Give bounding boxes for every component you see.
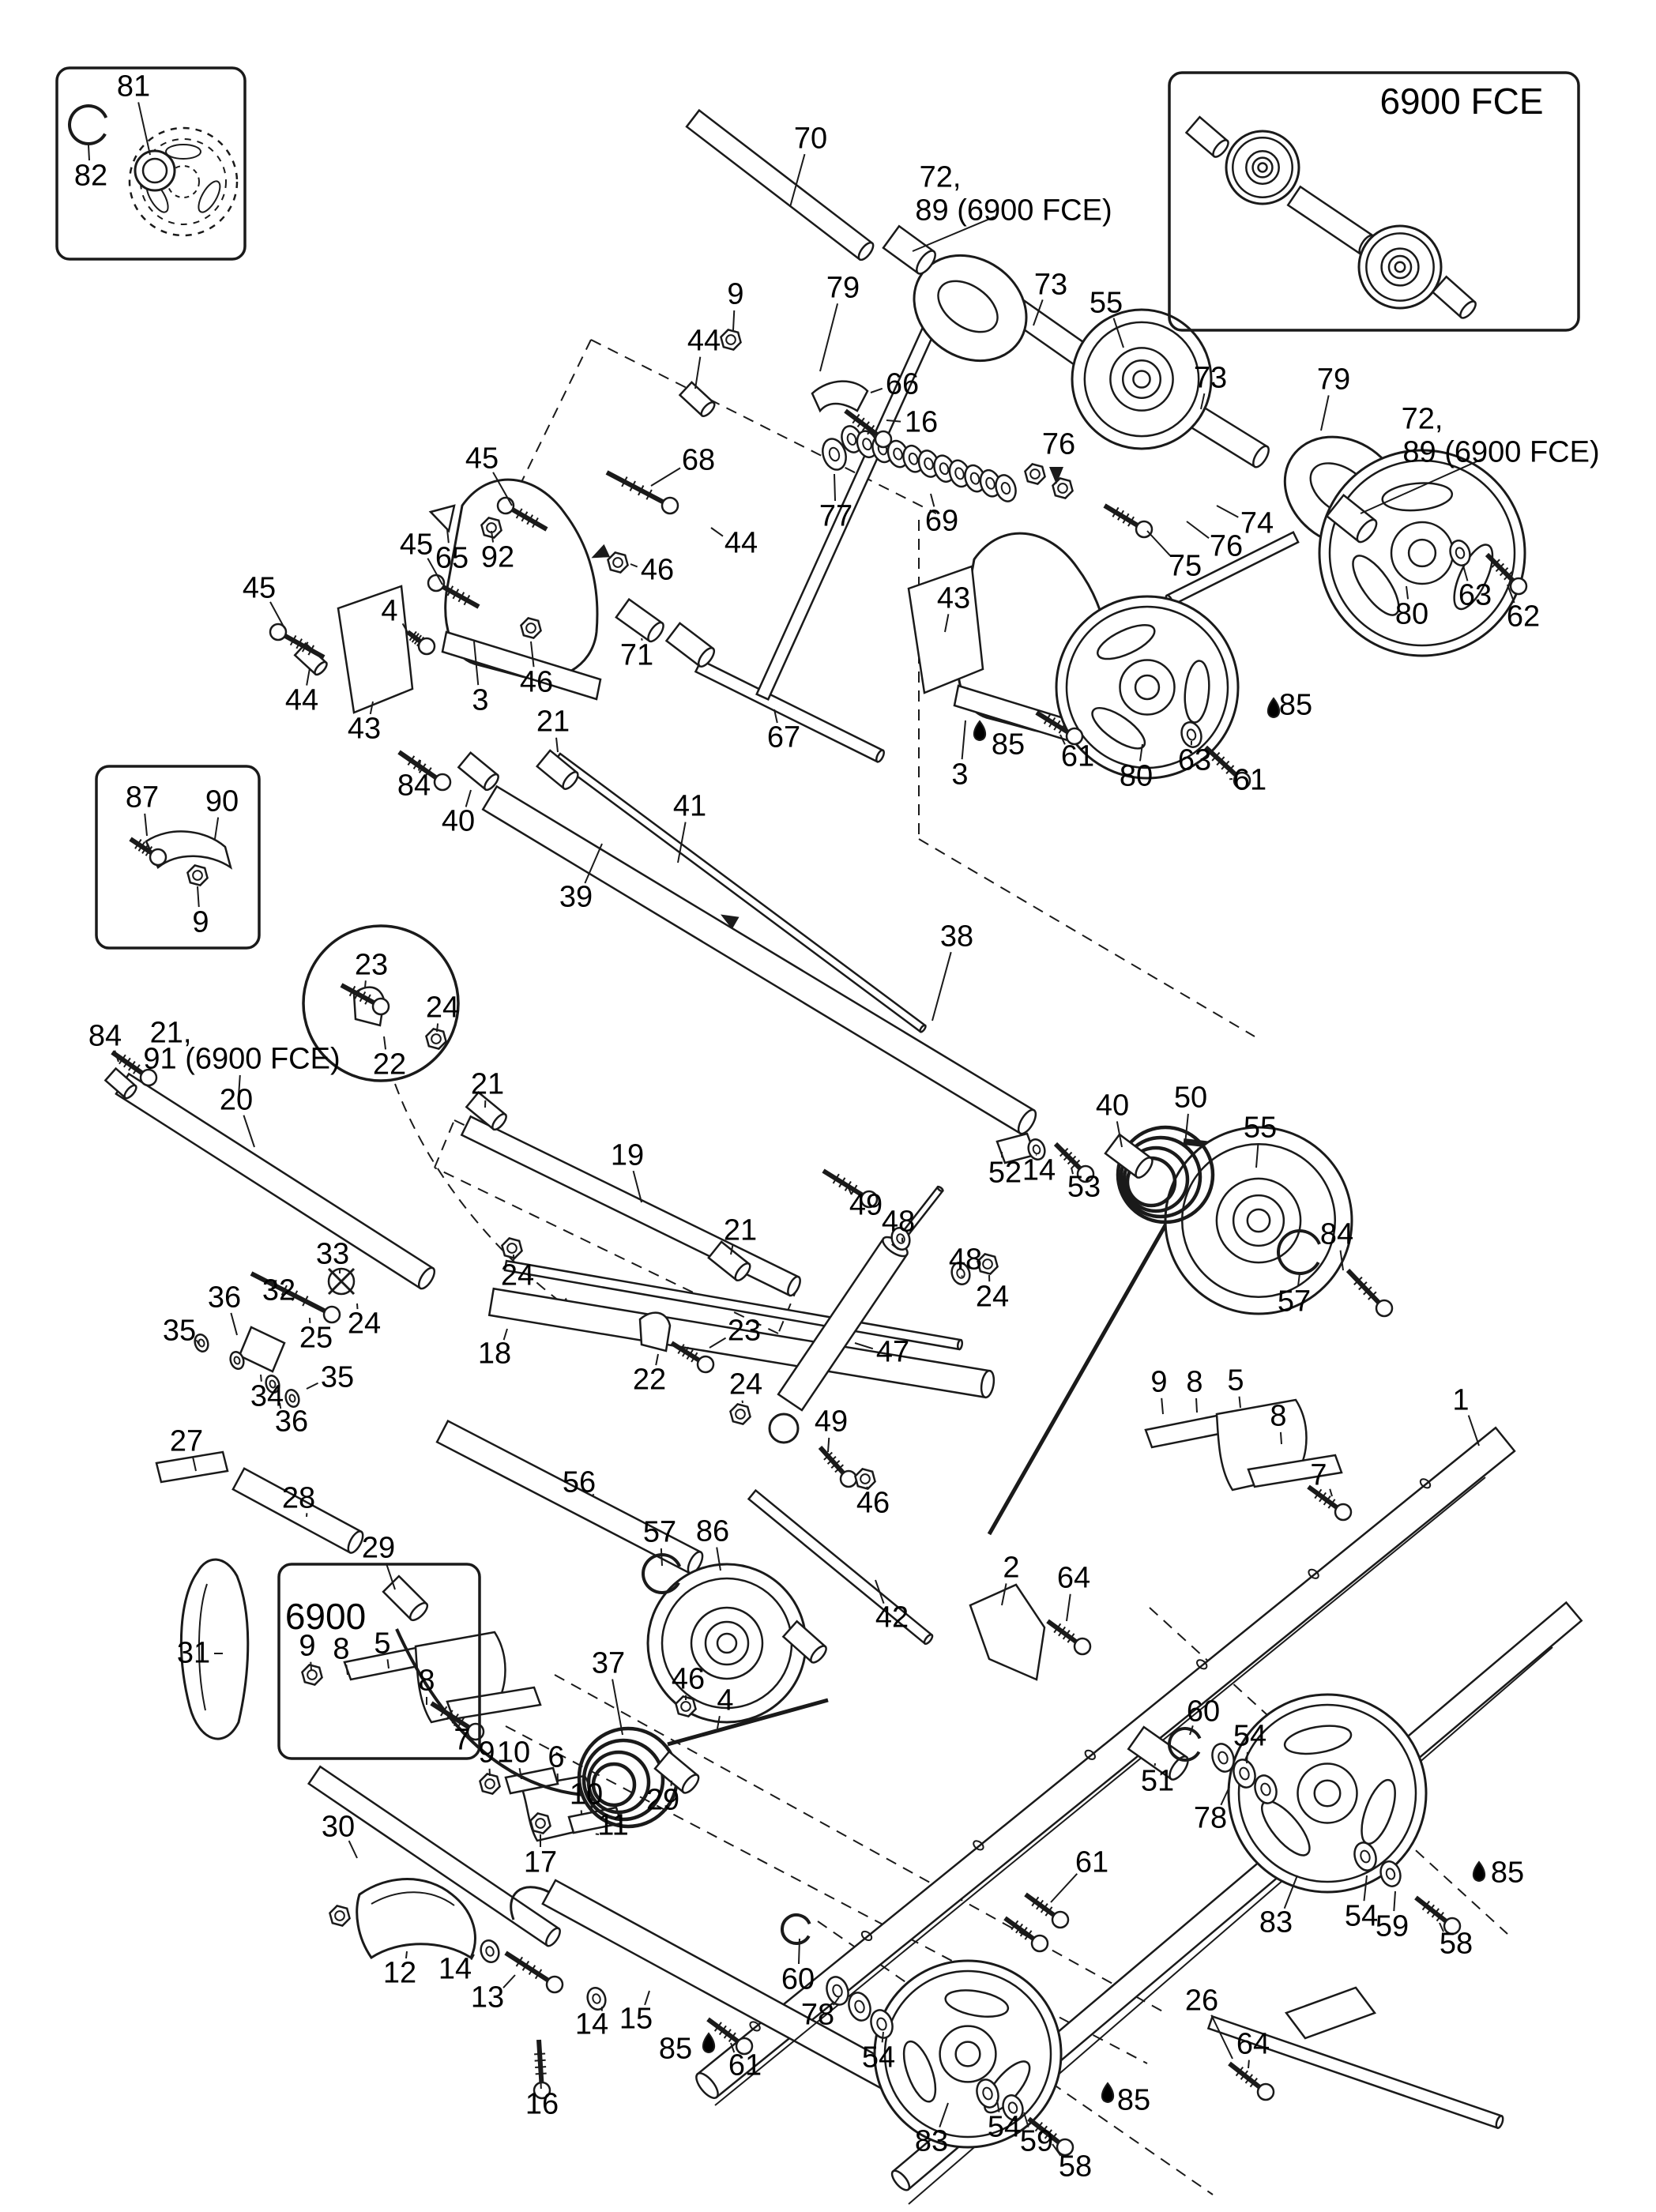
part-label-52: 52: [988, 1156, 1022, 1190]
part-label-4: 4: [717, 1683, 734, 1717]
part-label-36: 36: [207, 1281, 242, 1315]
part-label-21: 21: [470, 1067, 505, 1101]
part-label-63: 63: [1177, 743, 1212, 777]
part-label-15: 15: [619, 2002, 653, 2036]
part-label-23: 23: [727, 1314, 762, 1348]
part-label-8: 8: [333, 1632, 350, 1666]
part-label-10: 10: [496, 1736, 531, 1770]
part-label-18: 18: [477, 1337, 512, 1371]
part-label-30: 30: [321, 1810, 356, 1844]
part-label-62: 62: [1506, 600, 1541, 634]
part-label-24: 24: [500, 1258, 535, 1292]
part-label-51: 51: [1140, 1764, 1175, 1798]
part-label-12: 12: [382, 1956, 417, 1990]
part-label-22: 22: [372, 1048, 407, 1082]
part-label-75: 75: [1168, 549, 1202, 583]
part-label-85: 85: [1490, 1856, 1525, 1890]
part-label-6: 6: [548, 1740, 565, 1774]
part-label-69: 69: [924, 504, 959, 538]
part-label-48: 48: [881, 1205, 916, 1239]
part-label-64: 64: [1056, 1561, 1091, 1595]
part-label-9: 9: [192, 905, 209, 939]
part-label-55: 55: [1089, 286, 1123, 320]
part-label-54: 54: [1344, 1899, 1379, 1933]
part-label-80: 80: [1394, 597, 1429, 631]
part-label-16: 16: [904, 405, 939, 439]
part-label-58: 58: [1058, 2150, 1093, 2184]
part-label-49: 49: [814, 1405, 849, 1439]
part-label-34: 34: [250, 1379, 284, 1413]
part-label-45: 45: [399, 528, 434, 562]
part-label-29: 29: [645, 1783, 680, 1817]
part-label-80: 80: [1119, 759, 1154, 793]
part-label-24: 24: [425, 991, 460, 1025]
part-label-68: 68: [681, 443, 716, 477]
part-label-9: 9: [478, 1736, 495, 1770]
part-label-22: 22: [632, 1363, 667, 1397]
part-label-38: 38: [939, 920, 974, 954]
part-label-35: 35: [162, 1314, 197, 1348]
part-label-85: 85: [991, 728, 1026, 762]
part-label-57: 57: [1277, 1285, 1312, 1319]
part-label-7: 7: [1310, 1458, 1327, 1492]
part-label-10: 10: [569, 1778, 604, 1811]
part-label-70: 70: [793, 122, 828, 156]
inset-title-fce-idler-detail-box: 6900 FCE: [1379, 81, 1544, 122]
part-label-85: 85: [1116, 2083, 1151, 2117]
part-label-29: 29: [361, 1531, 396, 1565]
part-label-64: 64: [1236, 2027, 1270, 2061]
part-label-86: 86: [695, 1514, 730, 1548]
part-label-14: 14: [574, 2007, 609, 2041]
part-label-57: 57: [642, 1515, 677, 1549]
part-label-42: 42: [875, 1601, 909, 1635]
part-label-72: 72,: [1401, 402, 1443, 436]
part-label-76: 76: [1209, 529, 1244, 563]
part-label-5: 5: [1227, 1364, 1244, 1398]
part-label-24: 24: [728, 1367, 763, 1401]
part-label-76: 76: [1041, 427, 1076, 461]
part-label-44: 44: [284, 683, 319, 717]
part-label-4: 4: [381, 594, 398, 628]
part-label-61: 61: [1233, 763, 1267, 797]
part-label-74: 74: [1240, 506, 1274, 540]
part-label-46: 46: [671, 1662, 706, 1696]
part-label-8: 8: [1270, 1399, 1287, 1433]
part-label-84: 84: [397, 769, 431, 803]
part-label-48: 48: [948, 1243, 983, 1277]
part-label-50: 50: [1173, 1081, 1208, 1115]
part-label-79: 79: [826, 271, 860, 305]
part-label-40: 40: [441, 804, 476, 838]
part-label-73: 73: [1193, 361, 1228, 395]
part-label-53: 53: [1067, 1170, 1101, 1204]
part-label-65: 65: [435, 541, 469, 575]
part-label-72: 72,: [919, 160, 962, 194]
part-label-90: 90: [205, 784, 239, 818]
part-label-79: 79: [1316, 363, 1351, 397]
part-label-16: 16: [525, 2087, 559, 2121]
part-label-1: 1: [1452, 1383, 1470, 1417]
part-label-49: 49: [849, 1188, 883, 1222]
part-label-77: 77: [819, 499, 853, 533]
part-label-43: 43: [347, 712, 382, 746]
part-label-25: 25: [299, 1321, 333, 1355]
part-label-73: 73: [1033, 268, 1068, 302]
part-label-82: 82: [73, 159, 108, 193]
part-label-89-6900-fce: 89 (6900 FCE): [915, 194, 1112, 228]
part-label-21: 21,: [149, 1016, 192, 1050]
part-label-89-6900-fce: 89 (6900 FCE): [1402, 435, 1600, 469]
part-label-24: 24: [975, 1280, 1010, 1314]
part-label-46: 46: [856, 1486, 890, 1520]
part-label-37: 37: [591, 1646, 626, 1680]
part-label-14: 14: [438, 1952, 472, 1986]
part-label-20: 20: [219, 1083, 254, 1117]
part-label-87: 87: [125, 781, 160, 814]
part-label-26: 26: [1184, 1984, 1219, 2018]
part-label-40: 40: [1095, 1089, 1130, 1123]
part-label-55: 55: [1243, 1111, 1278, 1145]
part-label-43: 43: [936, 581, 971, 615]
part-label-44: 44: [687, 324, 721, 358]
part-label-13: 13: [470, 1981, 505, 2014]
part-label-32: 32: [262, 1273, 296, 1307]
part-label-85: 85: [658, 2032, 693, 2066]
part-label-59: 59: [1375, 1909, 1409, 1943]
part-label-45: 45: [465, 442, 499, 476]
part-label-31: 31: [176, 1636, 211, 1670]
part-label-17: 17: [523, 1845, 558, 1879]
part-label-83: 83: [1259, 1905, 1293, 1939]
part-label-54: 54: [987, 2110, 1022, 2144]
part-label-23: 23: [354, 948, 389, 982]
part-label-8: 8: [418, 1664, 435, 1698]
part-label-7: 7: [454, 1723, 471, 1757]
part-label-8: 8: [1186, 1365, 1203, 1399]
part-label-14: 14: [1022, 1153, 1056, 1187]
part-label-60: 60: [781, 1962, 815, 1996]
part-label-27: 27: [169, 1424, 204, 1458]
part-label-61: 61: [728, 2048, 762, 2082]
part-label-84: 84: [88, 1019, 122, 1053]
part-label-19: 19: [610, 1138, 645, 1172]
part-label-24: 24: [347, 1307, 382, 1341]
part-label-61: 61: [1060, 739, 1095, 773]
part-label-36: 36: [274, 1405, 309, 1439]
part-label-78: 78: [1193, 1801, 1228, 1835]
inset-title-model-6900-detail-box: 6900: [284, 1596, 367, 1637]
part-label-54: 54: [861, 2041, 896, 2075]
part-label-21: 21: [536, 705, 570, 739]
part-label-83: 83: [914, 2124, 949, 2158]
part-label-45: 45: [242, 571, 277, 605]
part-label-63: 63: [1458, 578, 1492, 612]
part-label-78: 78: [800, 1998, 835, 2032]
part-label-91-6900-fce: 91 (6900 FCE): [143, 1042, 341, 1076]
part-label-35: 35: [320, 1360, 355, 1394]
part-label-9: 9: [299, 1629, 316, 1663]
part-label-2: 2: [1003, 1551, 1020, 1585]
part-label-46: 46: [640, 553, 675, 587]
part-label-60: 60: [1186, 1695, 1221, 1729]
part-label-28: 28: [281, 1481, 316, 1515]
part-label-41: 41: [672, 789, 707, 823]
part-label-67: 67: [766, 720, 801, 754]
part-label-85: 85: [1278, 688, 1313, 722]
part-label-61: 61: [1075, 1845, 1109, 1879]
part-label-54: 54: [1233, 1719, 1267, 1753]
part-label-9: 9: [727, 277, 744, 311]
part-label-11: 11: [597, 1808, 629, 1842]
part-label-47: 47: [875, 1335, 910, 1369]
part-label-71: 71: [619, 638, 654, 672]
part-label-9: 9: [1150, 1365, 1168, 1399]
part-label-5: 5: [374, 1627, 391, 1661]
part-label-92: 92: [480, 540, 515, 574]
part-label-21: 21: [723, 1213, 758, 1247]
part-label-66: 66: [885, 367, 920, 401]
part-label-39: 39: [559, 880, 593, 914]
part-label-33: 33: [315, 1237, 350, 1271]
part-label-3: 3: [472, 683, 489, 717]
part-label-3: 3: [951, 758, 969, 792]
part-label-44: 44: [724, 526, 758, 560]
part-label-81: 81: [116, 70, 151, 103]
part-label-56: 56: [562, 1465, 597, 1499]
part-label-46: 46: [519, 665, 554, 699]
part-label-58: 58: [1439, 1927, 1473, 1961]
part-label-59: 59: [1019, 2124, 1054, 2158]
part-label-84: 84: [1319, 1217, 1354, 1251]
